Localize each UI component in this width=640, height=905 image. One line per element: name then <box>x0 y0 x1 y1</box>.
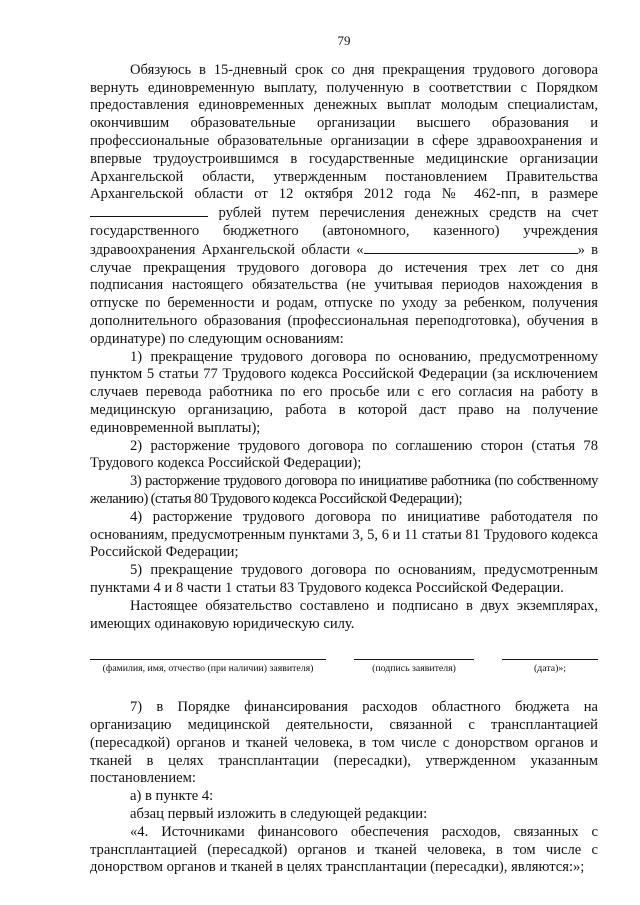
obligation-text-start: Обязуюсь в 15-дневный срок со дня прекращения трудового договора вернуть единовременную выплату, полученную в соответствии с Порядком предоставления единовременных денежных выплат молодым специалистам, окончившим образовательные организации высшего образования и профессиональные образовательные организации в сфере здравоохранения и впервые трудоустроившимся в государственные медицинские организации Архангельской области, утвержденным постановлением Правительства Архангельской области от 12 октября 2012 года № 462-пп, в размере <box>90 61 598 203</box>
ground-item-1: 1) прекращение трудового договора по основанию, предусмотренному пунктом 5 статьи 77 Трудового кодекса Российской Федерации (за исключением случаев перевода работника по его просьбе или с его согласия на работу в медицинскую организацию, работа в которой даст право на получение единовременной выплаты); <box>90 348 598 436</box>
name-caption: (фамилия, имя, отчество (при наличии) заявителя) <box>102 663 314 675</box>
amendment-sub-a: а) в пункте 4: <box>130 788 214 805</box>
document-page <box>90 32 598 877</box>
amendment-item-7: 7) в Порядке финансирования расходов областного бюджета на организацию медицинской деятельности, связанной с трансплантацией (пересадкой) органов и тканей человека, в том числе с донорством органов и тканей в целях трансплантации (пересадки), утвержденном указанным постановлением: <box>90 699 598 787</box>
ground-item-2: 2) расторжение трудового договора по соглашению сторон (статья 78 Трудового кодекса Российской Федерации); <box>90 437 598 472</box>
obligation-text-end: » в случае прекращения трудового договора до истечения трех лет со дня подписания настоящего обязательства (не учитывая периодов нахождения в отпуске по беременности и родам, отпуске по уходу за ребенком, получения дополнительного образования (профессиональная переподготовка), обучения в ординатуре) по следующим основаниям: <box>90 241 599 347</box>
signature-sign-field <box>354 659 474 675</box>
date-caption: (дата)»; <box>534 663 566 675</box>
institution-blank-line <box>364 241 578 254</box>
page-number: 79 <box>337 33 351 48</box>
ground-item-4: 4) расторжение трудового договора по инициативе работодателя по основаниям, предусмотренным пунктами 3, 5, 6 и 11 статьи 81 Трудового кодекса Российской Федерации; <box>90 508 598 561</box>
signature-name-field <box>90 659 326 675</box>
ground-item-5: 5) прекращение трудового договора по основаниям, предусмотренным пунктами 4 и 8 части 1 статьи 83 Трудового кодекса Российской Федерации. <box>90 562 598 596</box>
closing-statement: Настоящее обязательство составлено и подписано в двух экземплярах, имеющих одинаковую юридическую силу. <box>90 597 598 632</box>
amendment-quote: «4. Источниками финансового обеспечения расходов, связанных с трансплантацией (пересадкой) органов и тканей человека, в том числе с донорством органов и тканей в целях трансплантации (пересадки), являются:»; <box>90 823 598 876</box>
signature-block <box>90 659 598 675</box>
sign-caption: (подпись заявителя) <box>372 663 456 675</box>
amendment-sub-a-text: абзац первый изложить в следующей редакции: <box>130 806 428 823</box>
sum-blank-line <box>90 204 208 217</box>
signature-date-field <box>502 659 598 675</box>
ground-item-3: 3) расторжение трудового договора по инициативе работника (по собственному желанию) (статья 80 Трудового кодекса Российской Федерации); <box>90 473 598 507</box>
amendment-section <box>90 699 598 877</box>
obligation-paragraph <box>90 62 598 349</box>
obligation-text-middle: рублей путем перечисления денежных средств на счет государственного бюджетного (автономного, казенного) учреждения здравоохранения Архангельской области « <box>90 205 598 258</box>
